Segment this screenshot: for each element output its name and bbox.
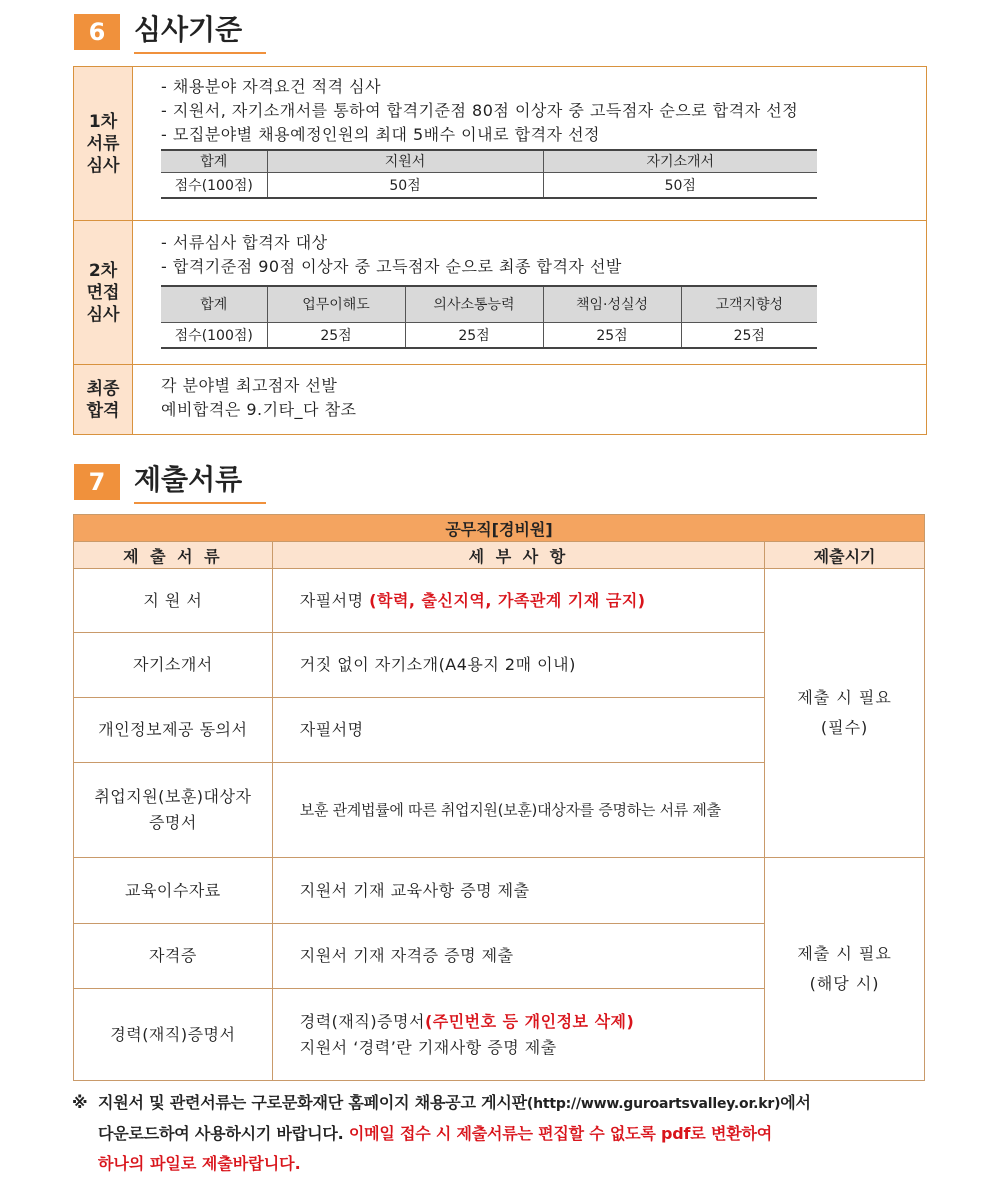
bullet-text: - 합격기준점 90점 이상자 중 고득점자 순으로 최종 합격자 선발: [161, 257, 622, 276]
score-header: 책임·성실성: [543, 286, 681, 322]
doc-detail: 보훈 관계법률에 따른 취업지원(보훈)대상자를 증명하는 서류 제출: [272, 763, 764, 858]
detail-line: 지원서 ‘경력’란 기재사항 증명 제출: [299, 1037, 557, 1057]
doc-name: 개인정보제공 동의서: [74, 698, 273, 763]
timing-text: 제출 시 필요: [797, 944, 892, 963]
note-text: 에서: [780, 1093, 811, 1112]
score-header: 합계: [161, 286, 267, 322]
doc-detail: [272, 989, 764, 1081]
note-warning: 이메일 접수 시 제출서류는 편집할 수 없도록 pdf로 변환하여: [348, 1124, 772, 1143]
note-text: 지원서 및 관련서류는 구로문화재단 홈페이지 채용공고 게시판: [98, 1093, 527, 1112]
score-header: 의사소통능력: [405, 286, 543, 322]
score-header: 지원서: [267, 150, 543, 172]
score-table-document: [161, 149, 817, 199]
score-cell: 50점: [267, 172, 543, 198]
reference-mark: ※: [72, 1093, 88, 1112]
doc-name: 자기소개서: [74, 633, 273, 698]
criteria-row-final: [74, 364, 926, 434]
criteria-body: [133, 365, 926, 434]
doc-name: [74, 763, 273, 858]
homepage-link[interactable]: (http://www.guroartsvalley.or.kr): [526, 1096, 781, 1112]
criteria-row-document: [74, 67, 926, 220]
submit-timing-optional: [765, 858, 925, 1081]
bullet-text: - 모집분야별 채용예정인원의 최대 5배수 이내로 합격자 선정: [161, 125, 600, 144]
section-number: 7: [74, 464, 120, 500]
doc-detail: 지원서 기재 교육사항 증명 제출: [272, 858, 764, 924]
note-line: [72, 1149, 932, 1179]
score-cell: 25점: [267, 322, 405, 348]
documents-table: [73, 514, 925, 1081]
section-title: 제출서류: [134, 460, 266, 504]
score-header: 합계: [161, 150, 267, 172]
score-cell: 25점: [543, 322, 681, 348]
column-header: 제 출 서 류: [74, 542, 273, 569]
note-text: 다운로드하여 사용하시기 바랍니다.: [98, 1124, 349, 1143]
criteria-row-interview: [74, 220, 926, 364]
column-header: 제출시기: [765, 542, 925, 569]
doc-detail: 자필서명: [272, 698, 764, 763]
doc-name-line: 취업지원(보훈)대상자: [94, 787, 252, 806]
note-warning: 하나의 파일로 제출바랍니다.: [98, 1154, 301, 1173]
table-row: [74, 858, 925, 924]
table-row: [74, 569, 925, 633]
bullet-text: - 서류심사 합격자 대상: [161, 233, 328, 252]
detail-line: [300, 1009, 763, 1035]
criteria-label: 2차 면접 심사: [74, 221, 133, 364]
table-title: 공무직[경비원]: [74, 515, 925, 542]
doc-name: 경력(재직)증명서: [74, 989, 273, 1081]
doc-name: 자격증: [74, 924, 273, 989]
timing-text: 제출 시 필요: [797, 688, 892, 707]
criteria-body: [133, 221, 926, 364]
score-cell: 점수(100점): [161, 322, 267, 348]
section-number: 6: [74, 14, 120, 50]
section-6-header: [74, 12, 266, 52]
submit-timing-required: [765, 569, 925, 858]
detail-warning: (주민번호 등 개인정보 삭제): [424, 1011, 635, 1031]
final-text: 예비합격은 9.기타_다 참조: [161, 400, 357, 419]
criteria-label: 최종 합격: [74, 365, 133, 434]
score-cell: 50점: [543, 172, 817, 198]
note-line: [72, 1119, 932, 1149]
criteria-table: [73, 66, 927, 435]
score-header: 자기소개서: [543, 150, 817, 172]
doc-name: 지 원 서: [74, 569, 273, 633]
doc-detail: [272, 569, 764, 633]
note-line: [72, 1088, 932, 1119]
score-header: 업무이해도: [267, 286, 405, 322]
section-7-header: [74, 462, 266, 502]
score-header: 고객지향성: [681, 286, 817, 322]
column-header: 세 부 사 항: [272, 542, 764, 569]
bullet-text: - 채용분야 자격요건 적격 심사: [161, 77, 382, 96]
detail-text: 자필서명: [299, 590, 370, 610]
score-cell: 25점: [681, 322, 817, 348]
bullet-text: - 지원서, 자기소개서를 통하여 합격기준점 80점 이상자 중 고득점자 순으로 합격자 선정: [161, 101, 799, 120]
score-cell: 25점: [405, 322, 543, 348]
detail-text: 경력(재직)증명서: [299, 1011, 425, 1031]
criteria-label: 1차 서류 심사: [74, 67, 133, 220]
timing-text: (필수): [820, 718, 869, 737]
doc-detail: 거짓 없이 자기소개(A4용지 2매 이내): [272, 633, 764, 698]
score-cell: 점수(100점): [161, 172, 267, 198]
doc-name-line: 증명서: [148, 813, 197, 832]
criteria-body: [133, 67, 926, 220]
detail-warning: (학력, 출신지역, 가족관계 기재 금지): [369, 590, 646, 610]
timing-text: (해당 시): [809, 974, 880, 993]
footer-note: [72, 1088, 932, 1179]
score-table-interview: [161, 285, 817, 349]
section-title: 심사기준: [134, 10, 266, 54]
doc-name: 교육이수자료: [74, 858, 273, 924]
doc-detail: 지원서 기재 자격증 증명 제출: [272, 924, 764, 989]
final-text: 각 분야별 최고점자 선발: [161, 376, 338, 395]
